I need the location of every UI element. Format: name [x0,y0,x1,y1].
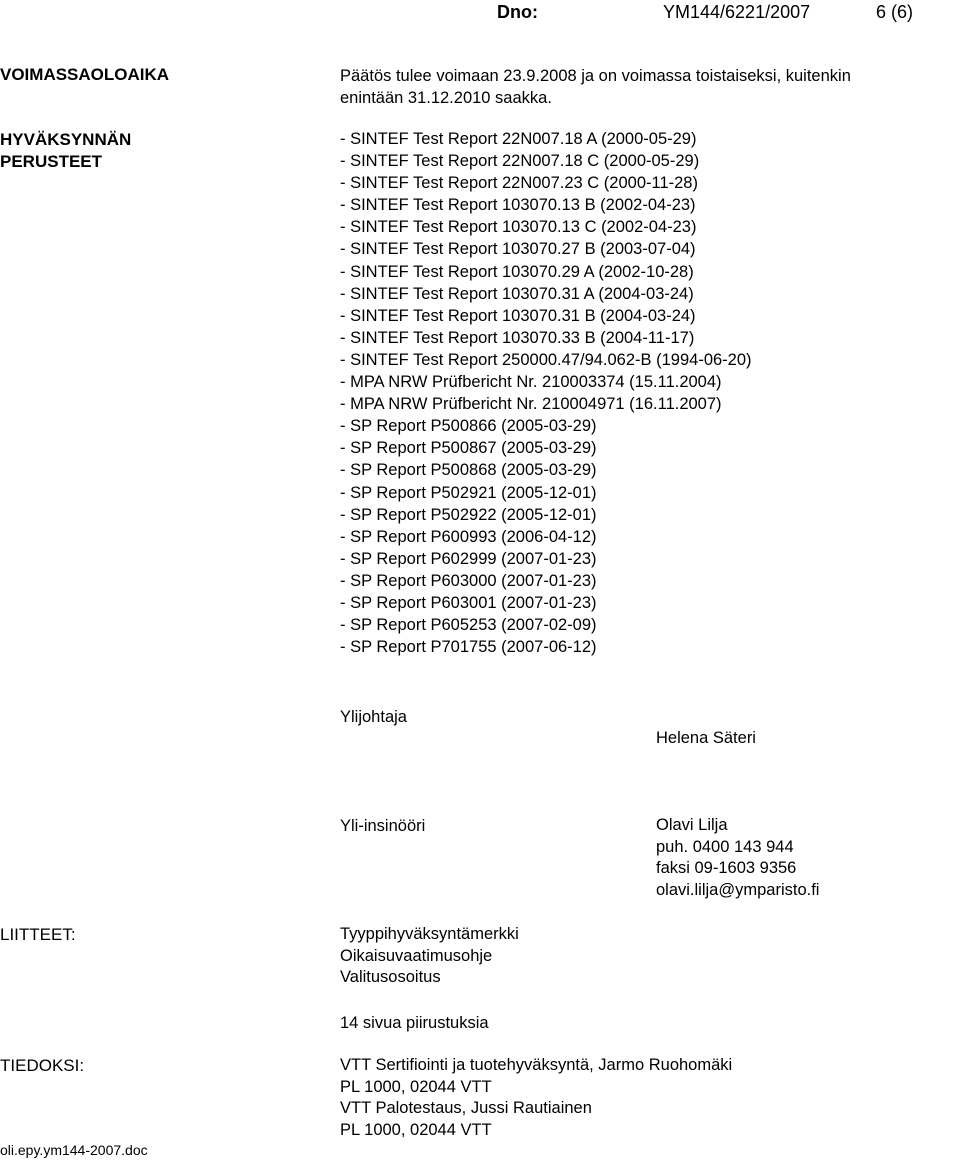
engineer-email: olavi.lilja@ymparisto.fi [656,880,820,899]
director-name: Helena Säteri [656,729,756,747]
list-item: - MPA NRW Prüfbericht Nr. 210003374 (15.11.2004) [340,373,722,392]
basis-label-line2: PERUSTEET [0,152,103,171]
director-title: Ylijohtaja [340,708,407,726]
list-item: - SINTEF Test Report 103070.31 A (2004-03-24) [340,284,694,303]
dno-label: Dno: [497,2,538,22]
list-item: - SP Report P605253 (2007-02-09) [340,616,597,635]
footer-filename: oli.epy.ym144-2007.doc [0,1142,148,1158]
list-item: - SP Report P701755 (2007-06-12) [340,638,597,657]
validity-text-line2: enintään 31.12.2010 saakka. [340,89,552,107]
list-item: - SINTEF Test Report 103070.13 C (2002-04-23) [340,218,697,237]
list-item: - SP Report P500868 (2005-03-29) [340,461,597,480]
list-item: PL 1000, 02044 VTT [340,1077,492,1096]
list-item: - SP Report P500866 (2005-03-29) [340,417,597,436]
list-item: - SP Report P500867 (2005-03-29) [340,439,597,458]
engineer-fax: faksi 09-1603 9356 [656,859,797,877]
validity-text-line1: Päätös tulee voimaan 23.9.2008 ja on voimassa toistaiseksi, kuitenkin [340,67,851,85]
list-item: - SP Report P602999 (2007-01-23) [340,549,597,568]
engineer-phone: puh. 0400 143 944 [656,837,794,856]
validity-label: VOIMASSAOLOAIKA [0,65,170,84]
list-item: - SINTEF Test Report 103070.29 A (2002-10-28) [340,262,694,281]
list-item: - SINTEF Test Report 22N007.23 C (2000-11-28) [340,174,698,193]
list-item: Oikaisuvaatimusohje [340,946,493,965]
engineer-title: Yli-insinööri [340,817,426,835]
list-item: - SP Report P603000 (2007-01-23) [340,571,597,590]
attachments-list [340,924,519,989]
attachments-label: LIITTEET: [0,925,76,944]
list-item: Valitusosoitus [340,968,441,986]
list-item: VTT Palotestaus, Jussi Rautiainen [340,1099,592,1117]
list-item: - SINTEF Test Report 22N007.18 C (2000-05-29) [340,152,700,171]
notices-list [340,1055,732,1141]
list-item: - SINTEF Test Report 250000.47/94.062-B (1994-06-20) [340,350,752,369]
list-item: - SINTEF Test Report 103070.33 B (2004-11-17) [340,328,695,347]
basis-report-list [340,128,752,658]
drawings-note: 14 sivua piirustuksia [340,1014,489,1032]
list-item: - SINTEF Test Report 22N007.18 A (2000-05-29) [340,130,697,148]
notices-label: TIEDOKSI: [0,1056,85,1075]
list-item: - SINTEF Test Report 103070.27 B (2003-07-04) [340,240,696,259]
list-item: - SP Report P502922 (2005-12-01) [340,505,597,524]
list-item: PL 1000, 02044 VTT [340,1120,492,1139]
basis-label-line1: HYVÄKSYNNÄN [0,130,132,149]
list-item: - SINTEF Test Report 103070.13 B (2002-04-23) [340,196,696,215]
list-item: Tyyppihyväksyntämerkki [340,925,519,943]
list-item: - SP Report P600993 (2006-04-12) [340,527,597,546]
engineer-name: Olavi Lilja [656,816,728,834]
page-number: 6 (6) [876,2,914,22]
list-item: - SP Report P603001 (2007-01-23) [340,593,597,612]
dno-value: YM144/6221/2007 [663,2,811,22]
list-item: - MPA NRW Prüfbericht Nr. 210004971 (16.11.2007) [340,395,722,414]
list-item: VTT Sertifiointi ja tuotehyväksyntä, Jarmo Ruohomäki [340,1056,733,1074]
list-item: - SINTEF Test Report 103070.31 B (2004-03-24) [340,306,696,325]
list-item: - SP Report P502921 (2005-12-01) [340,483,597,502]
engineer-contact [656,815,819,901]
